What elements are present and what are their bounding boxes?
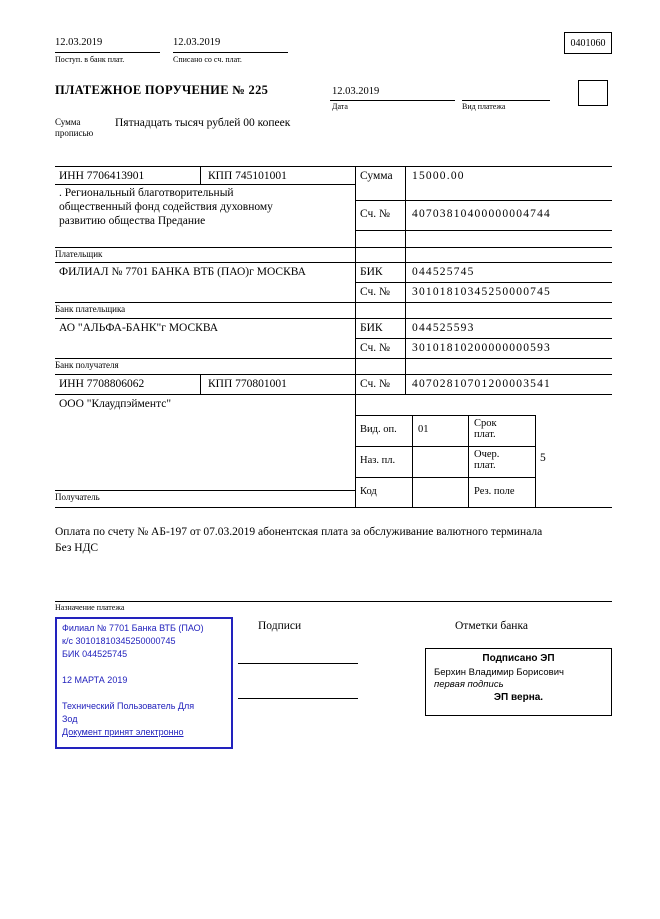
table-line <box>55 318 612 319</box>
table-line <box>412 415 413 507</box>
payer-bank-bik-value: 044525745 <box>412 266 475 278</box>
payer-bank-name: ФИЛИАЛ № 7701 БАНКА ВТБ (ПАО)г МОСКВА <box>59 266 306 278</box>
payer-bank-section-label: Банк плательщика <box>55 304 126 314</box>
sum-value: 15000.00 <box>412 170 465 182</box>
payer-section-label: Плательщик <box>55 249 103 259</box>
form-code-box <box>564 32 612 54</box>
table-line <box>55 302 612 303</box>
payer-name-line1: . Региональный благотворительный <box>59 187 234 199</box>
table-line <box>55 394 612 395</box>
table-line <box>55 262 612 263</box>
table-line <box>200 374 201 394</box>
table-line <box>200 166 201 184</box>
table-line <box>55 166 612 167</box>
payee-kpp: КПП 770801001 <box>208 378 287 390</box>
purpose-line1: Оплата по счету № АБ-197 от 07.03.2019 абонентская плата за обслуживание валютного терминала <box>55 526 543 538</box>
payer-bank-bik-label: БИК <box>360 266 383 278</box>
payee-bank-account-value: 30101810200000000593 <box>412 342 551 354</box>
stamp-gap <box>62 661 226 674</box>
debited-date-underline <box>173 52 288 53</box>
payee-account-label: Сч. № <box>360 378 391 390</box>
signature-line-1 <box>238 663 358 664</box>
esign-note: первая подпись <box>434 679 504 690</box>
table-line <box>355 338 612 339</box>
payer-name-line3: развитию общества Предание <box>59 215 206 227</box>
code-label: Код <box>360 486 377 497</box>
table-line <box>355 446 535 447</box>
table-line <box>355 166 356 507</box>
payment-type-underline <box>462 100 550 101</box>
table-line <box>55 507 612 508</box>
order-date: 12.03.2019 <box>332 86 380 97</box>
debited-date: 12.03.2019 <box>173 37 221 48</box>
bank-marks-header: Отметки банка <box>455 620 528 632</box>
stamp-gap <box>62 687 226 700</box>
payee-section-label: Получатель <box>55 492 100 502</box>
stamp-accepted-note: Документ принят электронно <box>62 727 184 737</box>
stamp-bik: БИК 044525745 <box>62 649 128 659</box>
table-line <box>355 282 612 283</box>
payee-bank-name: АО "АЛЬФА-БАНК"г МОСКВА <box>59 322 219 334</box>
amount-words-label-1: Сумма <box>55 117 81 127</box>
priority-value: 5 <box>540 452 546 464</box>
received-date-label: Поступ. в банк плат. <box>55 55 125 64</box>
payer-account-value: 40703810400000004744 <box>412 208 551 220</box>
table-line <box>405 166 406 394</box>
received-date-underline <box>55 52 160 53</box>
payee-inn: ИНН 7708806062 <box>59 378 145 390</box>
received-date: 12.03.2019 <box>55 37 103 48</box>
bank-electronic-stamp <box>55 617 233 749</box>
stamp-bank-name: Филиал № 7701 Банка ВТБ (ПАО) <box>62 623 204 633</box>
signatures-header: Подписи <box>258 620 302 632</box>
purpose-label: Назначение платежа <box>55 603 125 612</box>
signature-line-2 <box>238 698 358 699</box>
reserve-field-label: Рез. поле <box>474 486 515 497</box>
table-line <box>55 184 355 185</box>
purpose-line2: Без НДС <box>55 542 99 554</box>
esign-title: Подписано ЭП <box>482 653 555 664</box>
priority-label-1: Очер. <box>474 449 500 460</box>
order-date-underline <box>330 100 455 101</box>
payee-bank-account-label: Сч. № <box>360 342 391 354</box>
payee-bank-bik-label: БИК <box>360 322 383 334</box>
payment-type-label: Вид платежа <box>462 102 506 111</box>
form-code: 0401060 <box>570 37 606 49</box>
status-box <box>578 80 608 106</box>
table-line <box>55 374 612 375</box>
payee-bank-bik-value: 044525593 <box>412 322 475 334</box>
table-line <box>355 200 612 201</box>
stamp-corr-account: к/с 30101810345250000745 <box>62 636 176 646</box>
debited-date-label: Списано со сч. плат. <box>173 55 242 64</box>
payee-bank-section-label: Банк получателя <box>55 360 119 370</box>
table-line <box>535 415 536 507</box>
stamp-date: 12 МАРТА 2019 <box>62 675 128 685</box>
table-line <box>355 477 535 478</box>
payer-inn: ИНН 7706413901 <box>59 170 145 182</box>
table-line <box>55 490 355 491</box>
table-line <box>468 415 469 507</box>
payer-kpp: КПП 745101001 <box>208 170 287 182</box>
table-line <box>355 230 612 231</box>
amount-words-label-2: прописью <box>55 128 94 138</box>
payer-bank-account-value: 30101810345250000745 <box>412 286 551 298</box>
payer-account-label: Сч. № <box>360 208 391 220</box>
payee-account-value: 40702810701200003541 <box>412 378 551 390</box>
document-title: ПЛАТЕЖНОЕ ПОРУЧЕНИЕ № 225 <box>55 83 269 97</box>
sum-label: Сумма <box>360 170 393 182</box>
priority-label-2: плат. <box>474 460 496 471</box>
amount-words: Пятнадцать тысяч рублей 00 копеек <box>115 117 291 129</box>
payment-term-label-2: плат. <box>474 429 496 440</box>
order-date-label: Дата <box>332 102 348 111</box>
payer-name-line2: общественный фонд содействия духовному <box>59 201 273 213</box>
table-line <box>355 415 535 416</box>
op-type-value: 01 <box>418 424 429 435</box>
stamp-user-line2: Зод <box>62 714 78 724</box>
payment-purpose-code-label: Наз. пл. <box>360 455 396 466</box>
purpose-underline <box>55 601 612 602</box>
payer-bank-account-label: Сч. № <box>360 286 391 298</box>
stamp-user-line1: Технический Пользователь Для <box>62 701 195 711</box>
op-type-label: Вид. оп. <box>360 424 397 435</box>
payment-term-label-1: Срок <box>474 418 497 429</box>
table-line <box>55 247 612 248</box>
esignature-stamp <box>425 648 612 716</box>
table-line <box>55 358 612 359</box>
esign-name: Берхин Владимир Борисович <box>434 667 564 678</box>
esign-verdict: ЭП верна. <box>493 692 544 703</box>
payee-name: ООО "Клаудпэйментс" <box>59 398 172 410</box>
